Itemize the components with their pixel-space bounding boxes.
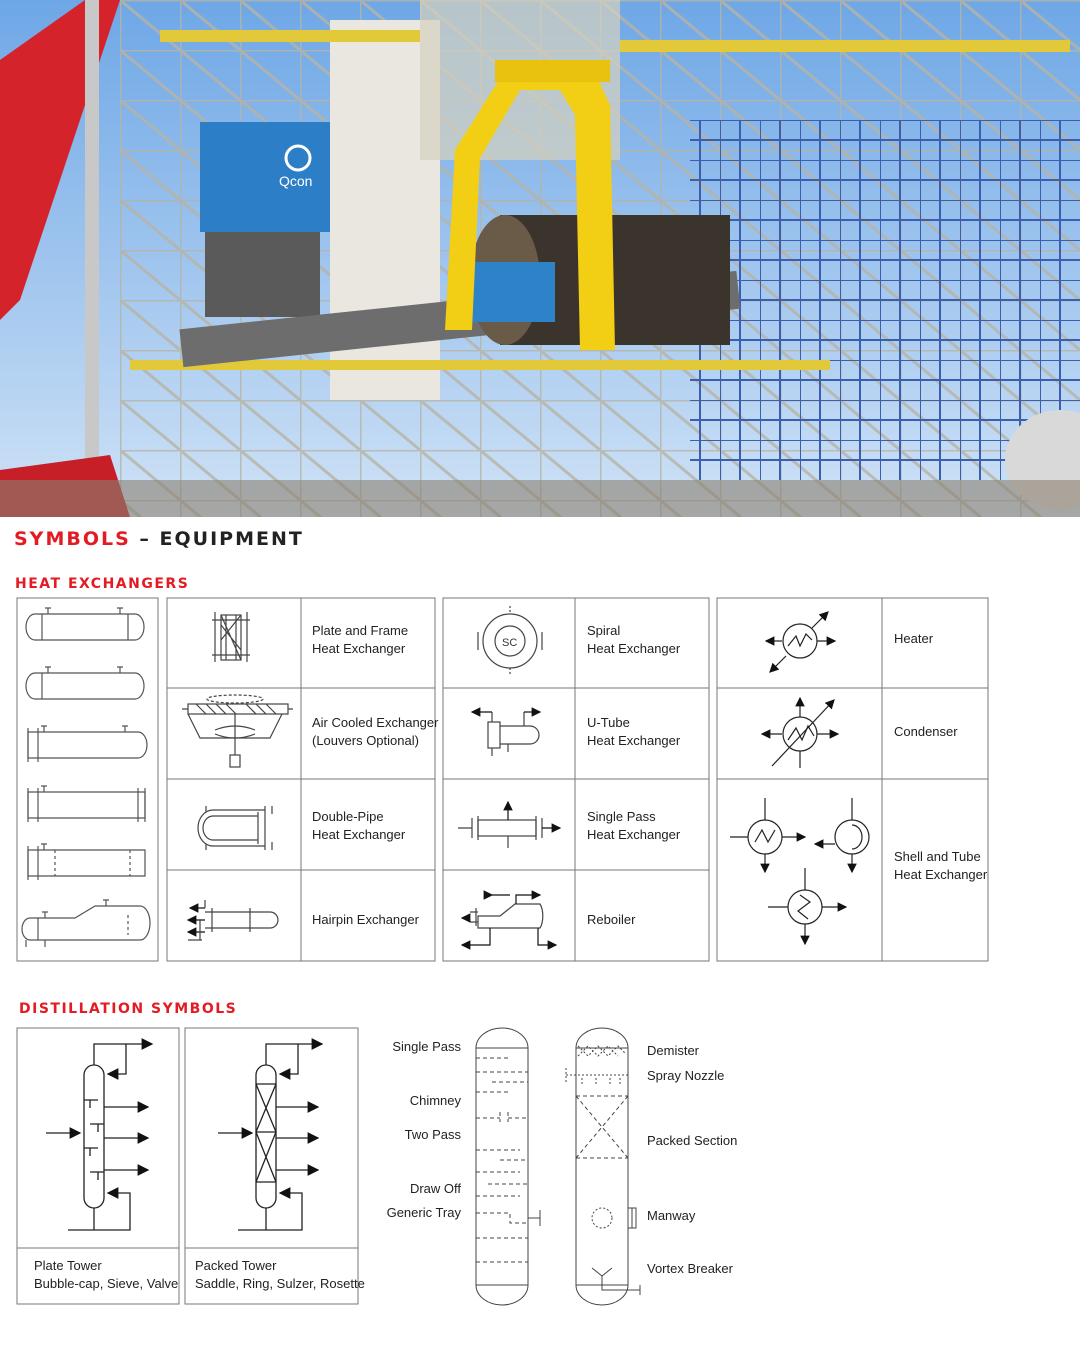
spiral-label: Spiral Heat Exchanger xyxy=(587,623,681,656)
header-photo xyxy=(0,0,1080,517)
tema-shell-5 xyxy=(28,844,145,880)
tema-shell-4 xyxy=(28,786,145,822)
tema-shell-3 xyxy=(28,726,147,762)
condenser-icon xyxy=(762,698,838,768)
internal-label-packed-section: Packed Section xyxy=(647,1133,738,1148)
heater-icon xyxy=(766,612,835,672)
single-pass-exchanger-icon xyxy=(458,802,560,848)
hairpin-label: Hairpin Exchanger xyxy=(312,912,419,927)
tema-shell-2 xyxy=(26,667,144,699)
packed-tower-label: Packed Tower Saddle, Ring, Sulzer, Rosette xyxy=(195,1258,365,1291)
internals-tower-icon xyxy=(566,1028,640,1305)
spray-nozzle-icon xyxy=(566,1068,628,1084)
reboiler-icon xyxy=(462,895,556,945)
u-tube-exchanger-icon xyxy=(472,712,540,756)
hairpin-exchanger-icon xyxy=(188,900,278,940)
title-accent: SYMBOLS xyxy=(14,528,131,550)
tray-label-single-pass: Single Pass xyxy=(392,1039,461,1054)
tray-label-draw-off: Draw Off xyxy=(409,1181,461,1196)
air-cooled-exchanger-icon xyxy=(182,695,293,767)
crane-logo-text: Qcon xyxy=(279,173,313,189)
tema-shell-6 xyxy=(22,900,150,947)
shell-tube-label: Shell and Tube Heat Exchanger xyxy=(894,849,988,882)
tray-label-chimney: Chimney xyxy=(409,1093,461,1108)
title-rest: – EQUIPMENT xyxy=(139,528,304,550)
packed-tower-icon xyxy=(218,1044,322,1230)
reboiler-label: Reboiler xyxy=(587,912,636,927)
air-cooled-label: Air Cooled Exchanger (Louvers Optional) xyxy=(312,715,439,748)
manway-icon xyxy=(592,1208,612,1228)
internal-label-demister: Demister xyxy=(647,1043,700,1058)
internal-label-manway: Manway xyxy=(647,1208,696,1223)
double-pipe-icon xyxy=(198,806,272,850)
condenser-label: Condenser xyxy=(894,724,958,739)
spiral-exchanger-icon xyxy=(478,606,542,676)
plate-tower-label: Plate Tower Bubble-cap, Sieve, Valve xyxy=(34,1258,179,1291)
double-pipe-label: Double-Pipe Heat Exchanger xyxy=(312,809,406,842)
tema-shell-icons xyxy=(22,608,150,947)
tray-tower-icon xyxy=(476,1028,540,1305)
vortex-breaker-icon xyxy=(592,1268,640,1295)
tray-label-generic-tray: Generic Tray xyxy=(386,1205,461,1220)
distillation-heading: DISTILLATION SYMBOLS xyxy=(19,1001,238,1017)
internal-label-spray-nozzle: Spray Nozzle xyxy=(647,1068,725,1083)
plate-tower-icon xyxy=(46,1044,152,1230)
page-title xyxy=(14,528,304,550)
plate-frame-label: Plate and Frame Heat Exchanger xyxy=(312,623,409,656)
single-pass-label: Single Pass Heat Exchanger xyxy=(587,809,681,842)
plate-and-frame-icon xyxy=(212,612,250,662)
svg-text:SC: SC xyxy=(502,637,518,649)
tray-label-two-pass: Two Pass xyxy=(404,1127,461,1142)
internal-label-vortex-breaker: Vortex Breaker xyxy=(647,1261,733,1276)
packed-section-icon xyxy=(576,1096,628,1158)
tema-shell-1 xyxy=(26,608,144,640)
heat-exchangers-heading: HEAT EXCHANGERS xyxy=(15,576,190,592)
shell-and-tube-icon xyxy=(730,798,869,944)
heater-label: Heater xyxy=(894,631,934,646)
u-tube-label: U-Tube Heat Exchanger xyxy=(587,715,681,748)
